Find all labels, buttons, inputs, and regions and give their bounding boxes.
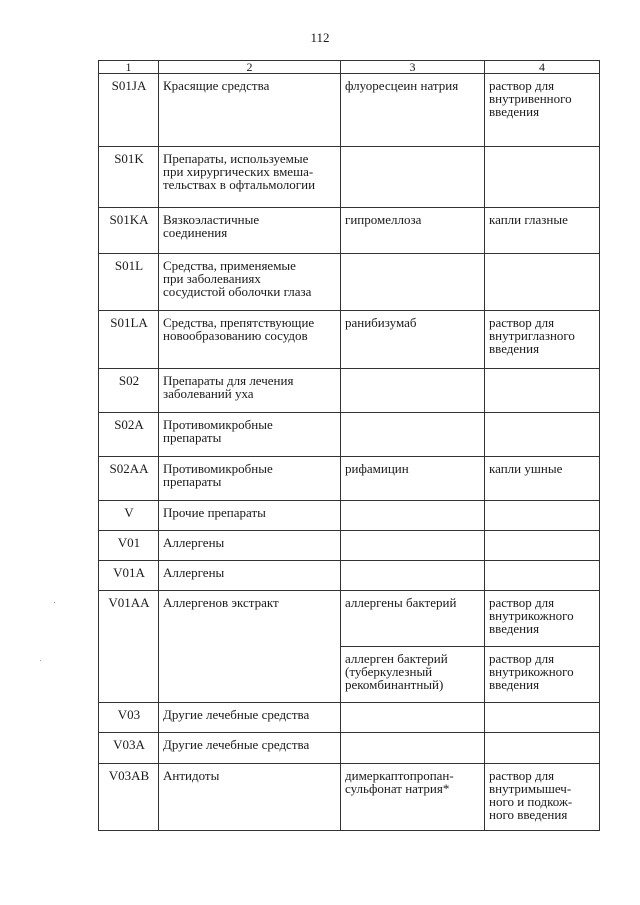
table-row bbox=[99, 561, 600, 591]
group-name bbox=[159, 531, 341, 561]
atc-code: V bbox=[99, 501, 159, 531]
drug-name-text: ранибизумаб bbox=[345, 315, 417, 330]
group-name bbox=[159, 147, 341, 208]
table-row bbox=[99, 457, 600, 501]
group-name-text: Противомикробные препараты bbox=[163, 417, 273, 445]
group-name-text: Средства, препятствующие новообразованию сосудов bbox=[163, 315, 315, 343]
atc-code: V01AA bbox=[99, 591, 159, 703]
scan-speck bbox=[40, 660, 41, 661]
atc-code: V01A bbox=[99, 561, 159, 591]
medication-table bbox=[98, 60, 600, 831]
table-row bbox=[99, 501, 600, 531]
drug-name bbox=[341, 561, 485, 591]
column-number: 3 bbox=[341, 61, 485, 74]
group-name-text: Препараты для лечения заболеваний уха bbox=[163, 373, 294, 401]
group-name bbox=[159, 501, 341, 531]
dosage-form-text: капли глазные bbox=[489, 212, 568, 227]
column-number-row bbox=[99, 61, 600, 74]
atc-code: S01LA bbox=[99, 311, 159, 369]
dosage-form-text: раствор для внутривенного введения bbox=[489, 78, 572, 119]
atc-code: S01L bbox=[99, 254, 159, 311]
page-number: 112 bbox=[310, 30, 330, 45]
drug-name bbox=[341, 703, 485, 733]
table-row bbox=[99, 764, 600, 831]
drug-name bbox=[341, 413, 485, 457]
group-name-text: Противомикробные препараты bbox=[163, 461, 273, 489]
drug-name-text: димеркаптопропан- сульфонат натрия* bbox=[345, 768, 454, 796]
atc-code: V03AB bbox=[99, 764, 159, 831]
dosage-form bbox=[485, 703, 600, 733]
column-number: 1 bbox=[99, 61, 159, 74]
drug-name bbox=[341, 457, 485, 501]
drug-name bbox=[341, 254, 485, 311]
group-name bbox=[159, 764, 341, 831]
group-name bbox=[159, 254, 341, 311]
column-number: 4 bbox=[485, 61, 600, 74]
dosage-form bbox=[485, 647, 600, 703]
drug-name-text: флуоресцеин натрия bbox=[345, 78, 459, 93]
group-name bbox=[159, 457, 341, 501]
group-name bbox=[159, 561, 341, 591]
table-row bbox=[99, 591, 600, 647]
atc-code: V03A bbox=[99, 733, 159, 764]
atc-code: S01KA bbox=[99, 208, 159, 254]
drug-name bbox=[341, 147, 485, 208]
table-row bbox=[99, 147, 600, 208]
group-name-text: Препараты, используемые при хирургических вмеша- тельствах в офтальмологии bbox=[163, 151, 316, 192]
group-name bbox=[159, 369, 341, 413]
atc-code: V03 bbox=[99, 703, 159, 733]
dosage-form bbox=[485, 764, 600, 831]
drug-name bbox=[341, 74, 485, 147]
drug-name bbox=[341, 531, 485, 561]
table-row bbox=[99, 733, 600, 764]
dosage-form bbox=[485, 733, 600, 764]
drug-name bbox=[341, 764, 485, 831]
dosage-form bbox=[485, 369, 600, 413]
drug-name-text: гипромеллоза bbox=[345, 212, 422, 227]
table-row bbox=[99, 531, 600, 561]
drug-name bbox=[341, 311, 485, 369]
dosage-form bbox=[485, 311, 600, 369]
group-name-text: Вязкоэластичные соединения bbox=[163, 212, 260, 240]
group-name-text: Средства, применяемые при заболеваниях сосудистой оболочки глаза bbox=[163, 258, 312, 299]
drug-name bbox=[341, 501, 485, 531]
drug-name bbox=[341, 591, 485, 647]
group-name bbox=[159, 74, 341, 147]
dosage-form bbox=[485, 254, 600, 311]
dosage-form bbox=[485, 208, 600, 254]
table-row bbox=[99, 254, 600, 311]
column-number: 2 bbox=[159, 61, 341, 74]
dosage-form-text: раствор для внутримышеч- ного и подкож- ного введения bbox=[489, 768, 573, 822]
group-name bbox=[159, 311, 341, 369]
dosage-form bbox=[485, 457, 600, 501]
atc-code: S01JA bbox=[99, 74, 159, 147]
group-name bbox=[159, 703, 341, 733]
group-name bbox=[159, 591, 341, 703]
atc-code: S02A bbox=[99, 413, 159, 457]
dosage-form bbox=[485, 74, 600, 147]
scan-speck bbox=[54, 602, 55, 603]
table-row bbox=[99, 413, 600, 457]
group-name-text: Другие лечебные средства bbox=[163, 707, 310, 722]
dosage-form-text: капли ушные bbox=[489, 461, 563, 476]
group-name-text: Аллергены bbox=[163, 535, 225, 550]
dosage-form-text: раствор для внутрикожного введения bbox=[489, 595, 574, 636]
dosage-form-text: раствор для внутрикожного введения bbox=[489, 651, 574, 692]
group-name bbox=[159, 733, 341, 764]
drug-name bbox=[341, 208, 485, 254]
drug-name bbox=[341, 733, 485, 764]
dosage-form-text: раствор для внутриглазного введения bbox=[489, 315, 575, 356]
table-row bbox=[99, 703, 600, 733]
group-name-text: Аллергенов экстракт bbox=[163, 595, 279, 610]
table-row bbox=[99, 311, 600, 369]
group-name-text: Аллергены bbox=[163, 565, 225, 580]
drug-name-text: аллергены бактерий bbox=[345, 595, 457, 610]
dosage-form bbox=[485, 561, 600, 591]
atc-code: S01K bbox=[99, 147, 159, 208]
drug-name-text: рифамицин bbox=[345, 461, 409, 476]
group-name-text: Антидоты bbox=[163, 768, 220, 783]
group-name-text: Красящие средства bbox=[163, 78, 270, 93]
dosage-form bbox=[485, 501, 600, 531]
group-name bbox=[159, 413, 341, 457]
dosage-form bbox=[485, 413, 600, 457]
drug-name bbox=[341, 369, 485, 413]
dosage-form bbox=[485, 147, 600, 208]
atc-code: S02 bbox=[99, 369, 159, 413]
table-row bbox=[99, 369, 600, 413]
table-row bbox=[99, 74, 600, 147]
drug-name-text: аллерген бактерий (туберкулезный рекомбинантный) bbox=[345, 651, 448, 692]
atc-code: S02AA bbox=[99, 457, 159, 501]
atc-code: V01 bbox=[99, 531, 159, 561]
group-name-text: Прочие препараты bbox=[163, 505, 266, 520]
group-name bbox=[159, 208, 341, 254]
drug-name bbox=[341, 647, 485, 703]
dosage-form bbox=[485, 531, 600, 561]
group-name-text: Другие лечебные средства bbox=[163, 737, 310, 752]
dosage-form bbox=[485, 591, 600, 647]
table-row bbox=[99, 208, 600, 254]
